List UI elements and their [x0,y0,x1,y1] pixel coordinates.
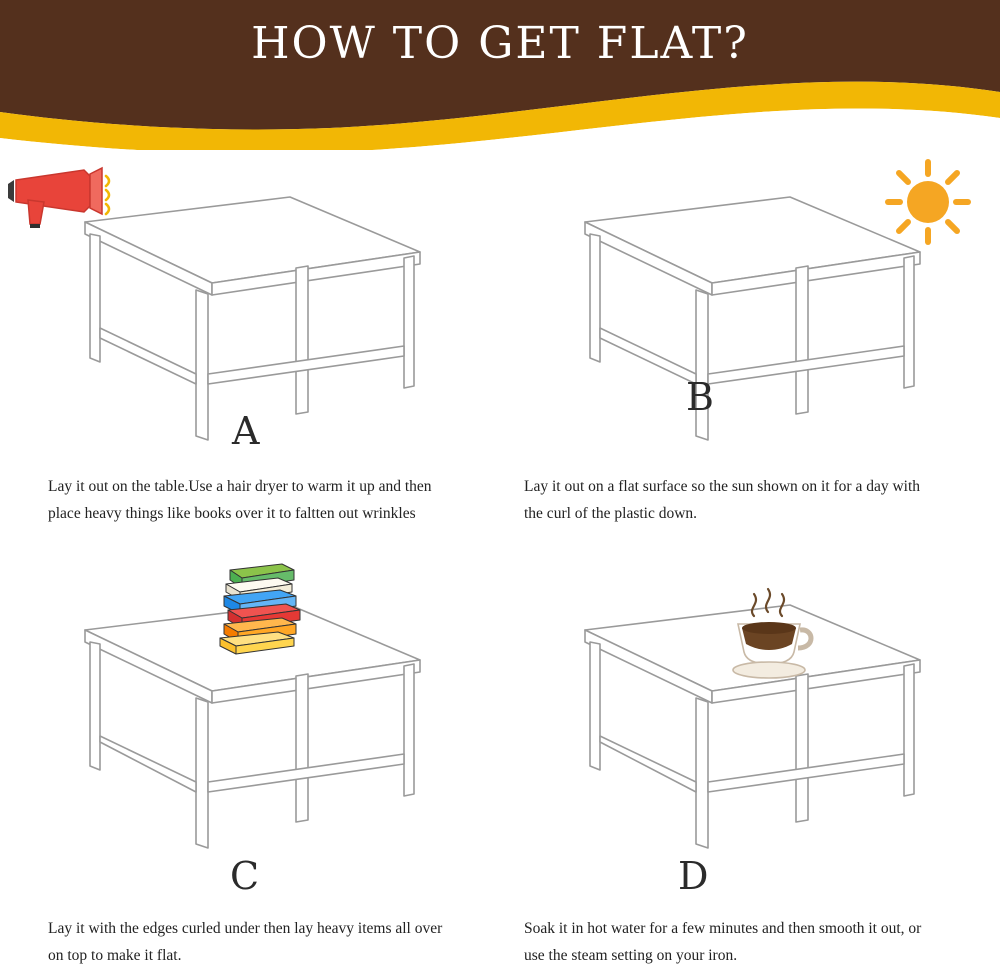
instruction-panels [0,150,1000,974]
steam-icon [752,589,784,616]
panel-b-letter: B [686,375,714,419]
caption-line: Soak it in hot water for a few minutes and then smooth it out, or [524,920,922,937]
panel-a [0,150,500,562]
panel-c-letter: C [230,854,260,898]
panel-c [0,562,500,974]
sun-icon [878,152,978,257]
panel-d [500,562,1000,974]
panel-d-caption [524,915,974,969]
caption-line: Lay it out on the table.Use a hair dryer to warm it up and then [48,478,432,495]
caption-line: on top to make it flat. [48,947,182,965]
caption-line: use the steam setting on your iron. [524,947,738,965]
header-banner [0,0,1000,150]
caption-line: Lay it out on a flat surface so the sun shown on it for a day with [524,478,921,495]
hot-coffee-cup-icon [718,586,828,691]
caption-line: place heavy things like books over it to faltten out wrinkles [48,505,416,523]
panel-b [500,150,1000,562]
panel-b-caption [524,473,974,527]
table-drawing [85,197,420,440]
page-title: HOW TO GET FLAT? [251,18,749,69]
panel-a-letter: A [232,409,260,453]
caption-line: Lay it with the edges curled under then lay heavy items all over [48,920,443,937]
table-drawing [585,197,920,440]
panel-a-caption [48,473,478,527]
panel-d-letter: D [678,854,709,898]
panel-c-caption [48,915,480,969]
caption-line: the curl of the plastic down. [524,505,698,523]
stack-of-books-icon [212,556,322,671]
hair-dryer-icon [6,162,126,237]
